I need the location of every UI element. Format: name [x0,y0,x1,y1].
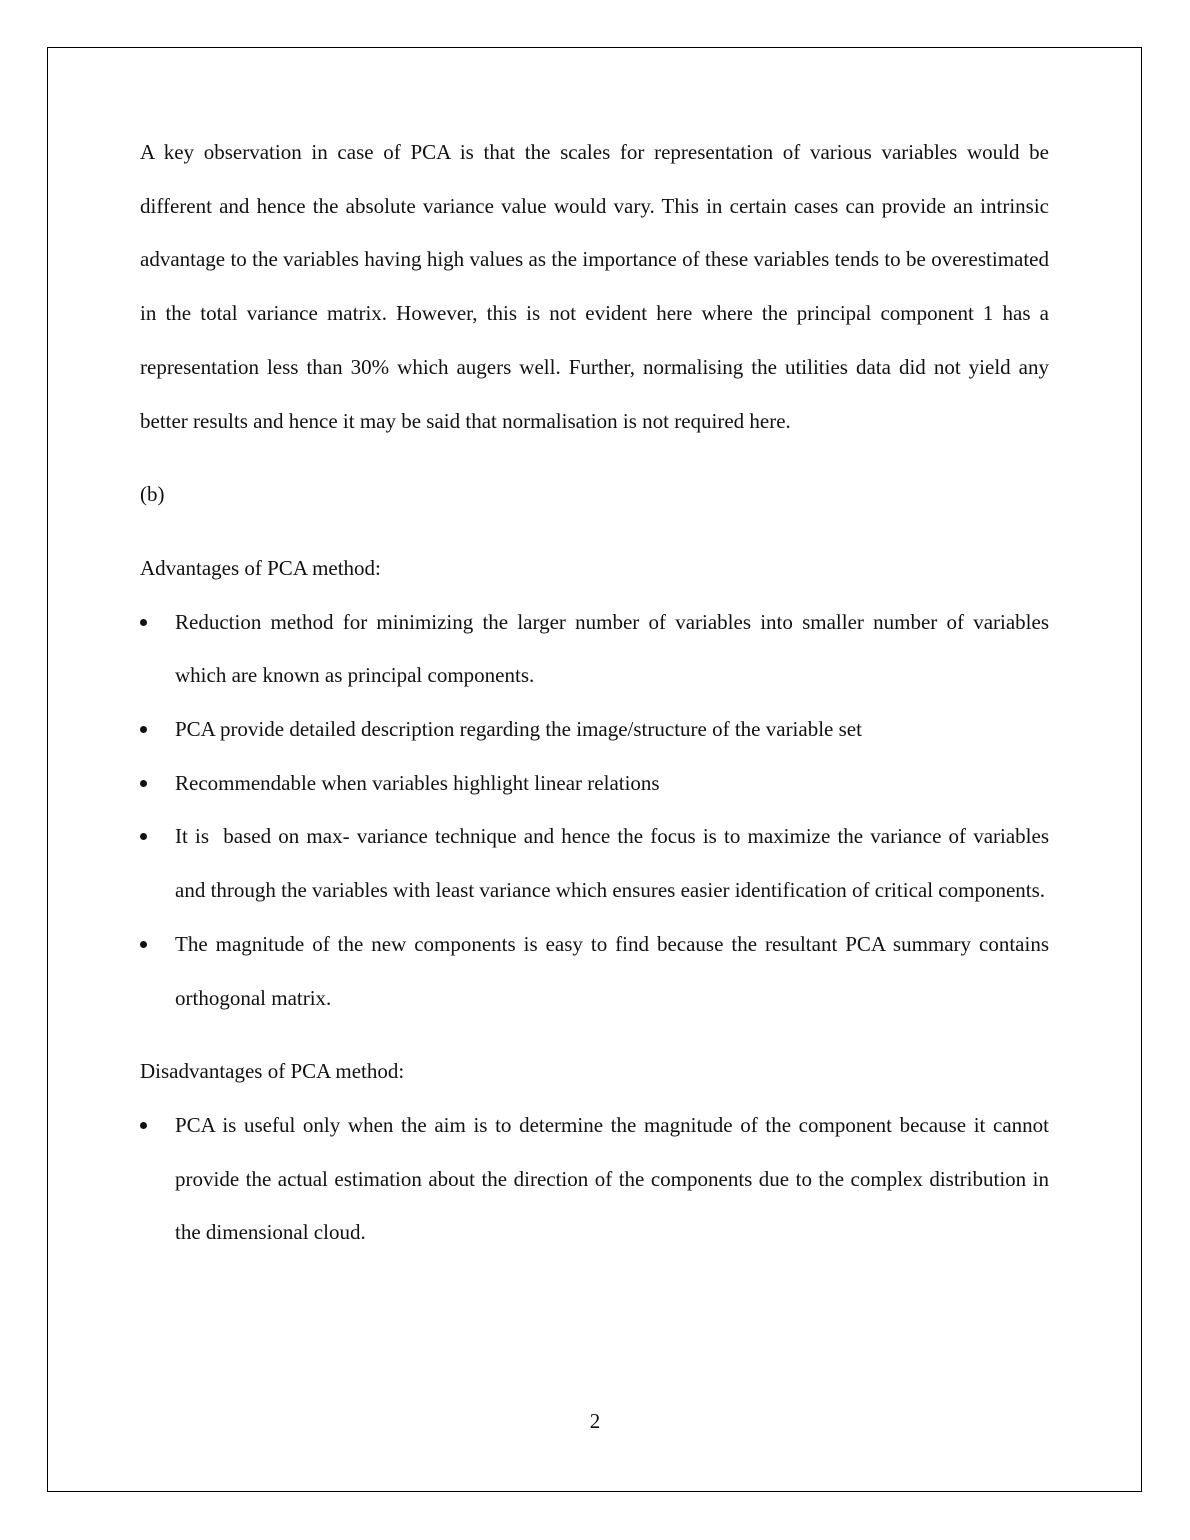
list-item-text: Reduction method for minimizing the larger number of variables into smaller number of variables which are known as principal components. [175,609,1049,688]
list-item-text: Recommendable when variables highlight linear relations [175,770,660,795]
disadvantages-list [140,1099,1049,1260]
advantages-heading: Advantages of PCA method: [140,555,381,580]
list-item-text: It is based on max- variance technique and hence the focus is to maximize the variance of variables and through the variables with least variance which ensures easier identification of critical components. [175,824,1055,903]
page-number: 2 [589,1409,601,1433]
bullet-icon [140,941,147,948]
advantages-list [140,596,1055,1026]
bullet-icon [140,619,147,626]
bullet-icon [140,1122,147,1129]
list-item [140,1099,1049,1260]
list-item [140,918,1049,1025]
intro-paragraph: A key observation in case of PCA is that the scales for representation of various variables would be different and hence the absolute variance value would vary. This in certain cases can provide an intrinsic advantage to the variables having high values as the importance of these variables tends to be overestimated in the total variance matrix. However, this is not evident here where the principal component 1 has a representation less than 30% which augers well. Further, normalising the utilities data did not yield any better results and hence it may be said that normalisation is not required here. [140,140,1049,433]
section-label: (b) [140,482,165,507]
list-item-text: The magnitude of the new components is easy to find because the resultant PCA summary contains orthogonal matrix. [175,931,1049,1010]
bullet-icon [140,780,147,787]
bullet-icon [140,833,147,840]
list-item-text: PCA provide detailed description regarding the image/structure of the variable set [175,717,862,742]
list-item [140,703,1049,757]
document-body [140,126,1055,1260]
list-item [140,596,1049,703]
list-item-text: PCA is useful only when the aim is to determine the magnitude of the component because it cannot provide the actual estimation about the direction of the components due to the complex distribution in the dimensional cloud. [175,1112,1049,1245]
bullet-icon [140,726,147,733]
disadvantages-heading: Disadvantages of PCA method: [140,1059,405,1084]
list-item [140,757,1049,811]
list-item [140,810,1055,917]
